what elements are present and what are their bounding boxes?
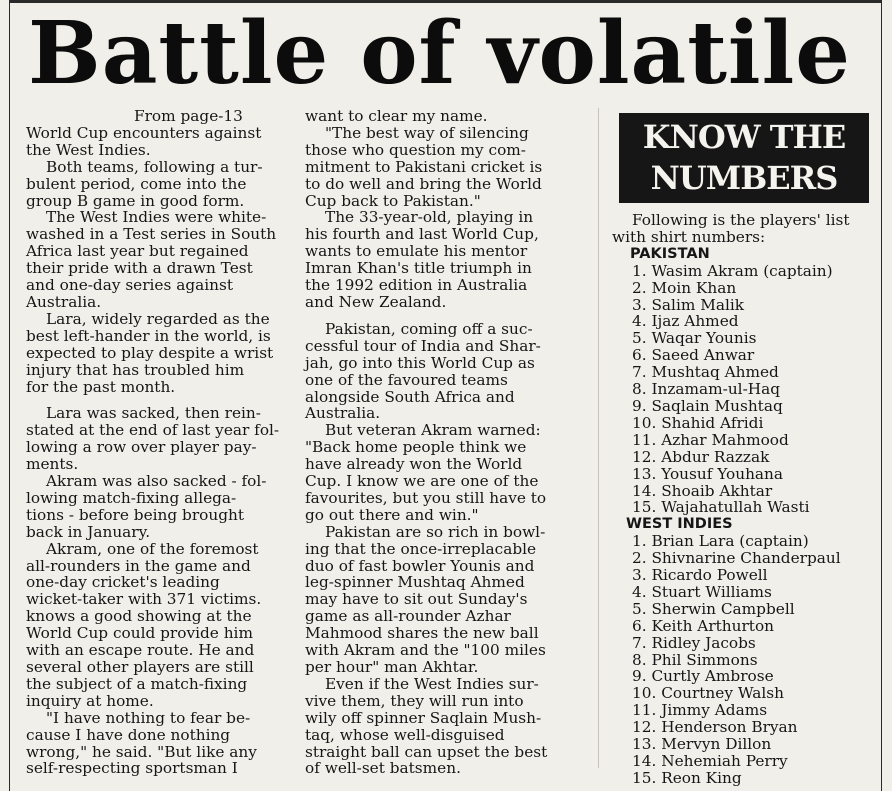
article-line: the 1992 edition in Australia <box>305 276 528 295</box>
players-intro-line1: Following is the players' list <box>632 211 850 229</box>
article-line: vive them, they will run into <box>305 691 524 710</box>
article-line: with an escape route. He and <box>26 641 255 660</box>
article-line: several other players are still <box>26 658 254 676</box>
article-line: "The best way of silencing <box>325 123 529 142</box>
article-line: knows a good showing at the <box>26 607 252 626</box>
pakistan-player: 7. Mushtaq Ahmed <box>632 363 779 382</box>
article-line: duo of fast bowler Younis and <box>305 556 535 575</box>
article-line: washed in a Test series in South <box>26 225 277 244</box>
article-line: ing that the once-irreplacable <box>305 539 537 558</box>
west-indies-player: 9. Curtly Ambrose <box>632 667 774 686</box>
article-line: back in January. <box>26 522 151 541</box>
west-indies-player: 3. Ricardo Powell <box>632 566 768 585</box>
article-line: Both teams, following a tur- <box>46 157 263 176</box>
article-line: his fourth and last World Cup, <box>305 225 539 244</box>
article-line: with Akram and the "100 miles <box>305 641 546 660</box>
article-line: taq, whose well-disguised <box>305 725 505 744</box>
pakistan-player: 12. Abdur Razzak <box>632 447 770 466</box>
article-line: Lara was sacked, then rein- <box>46 404 261 423</box>
article-line: for the past month. <box>26 377 176 396</box>
article-line: and New Zealand. <box>305 292 447 311</box>
article-line: alongside South Africa and <box>305 387 515 406</box>
article-line: favourites, but you still have to <box>305 488 547 507</box>
west-indies-squad <box>612 533 882 787</box>
article-line: lowing a row over player pay- <box>26 438 257 457</box>
article-line: one of the favoured teams <box>305 370 508 389</box>
article-line: Africa last year but regained <box>26 242 249 261</box>
pakistan-player: 5. Waqar Younis <box>632 329 757 348</box>
players-intro-line2: with shirt numbers: <box>612 227 766 246</box>
article-line: jah, go into this World Cup as <box>305 353 535 372</box>
article-line: Akram, one of the foremost <box>46 539 259 558</box>
article-line: The West Indies were white- <box>46 208 267 227</box>
article-line: of well-set batsmen. <box>305 759 461 778</box>
byline: From page-13 <box>134 107 243 125</box>
article-line: go out there and win." <box>305 505 479 524</box>
west-indies-player: 8. Phil Simmons <box>632 650 758 669</box>
west-indies-player: 13. Mervyn Dillon <box>632 735 772 754</box>
article-line: Lara, widely regarded as the <box>46 309 270 328</box>
article-line: ments. <box>26 455 79 474</box>
article-line: self-respecting sportsman I <box>26 759 238 778</box>
west-indies-player: 12. Henderson Bryan <box>632 718 798 737</box>
article-line: wily off spinner Saqlain Mush- <box>305 708 542 727</box>
pakistan-squad <box>612 263 882 517</box>
pakistan-player: 3. Salim Malik <box>632 295 745 314</box>
pakistan-player: 14. Shoaib Akhtar <box>632 481 773 500</box>
article-line: bulent period, come into the <box>26 174 247 193</box>
article-line: leg-spinner Mushtaq Ahmed <box>305 573 525 592</box>
article-line: Cup back to Pakistan." <box>305 191 481 210</box>
article-line: "Back home people think we <box>305 438 527 457</box>
article-line: inquiry at home. <box>26 691 154 710</box>
west-indies-player: 5. Sherwin Campbell <box>632 599 795 618</box>
article-line: cessful tour of India and Shar- <box>305 336 541 355</box>
article-line: want to clear my name. <box>305 107 488 125</box>
article-line: group B game in good form. <box>26 191 245 210</box>
article-line: lowing match-fixing allega- <box>26 488 237 507</box>
article-line: The 33-year-old, playing in <box>325 208 534 227</box>
west-indies-player: 1. Brian Lara (captain) <box>632 532 809 551</box>
article-line: World Cup encounters against <box>26 123 262 142</box>
column-1-body <box>26 125 288 777</box>
pakistan-player: 10. Shahid Afridi <box>632 413 764 432</box>
article-line: But veteran Akram warned: <box>325 421 541 440</box>
article-line: tions - before being brought <box>26 505 244 524</box>
article-line: best left-hander in the world, is <box>26 326 271 345</box>
team-label-west-indies: WEST INDIES <box>626 516 733 533</box>
west-indies-player: 4. Stuart Williams <box>632 582 772 601</box>
article-line: may have to sit out Sunday's <box>305 590 528 609</box>
know-title-line1: KNOW THE <box>642 118 846 156</box>
article-line: game as all-rounder Azhar <box>305 607 511 626</box>
article-line: Pakistan are so rich in bowl- <box>325 522 546 541</box>
article-line: their pride with a drawn Test <box>26 259 253 278</box>
article-line: wrong," he said. "But like any <box>26 742 257 761</box>
article-line: Mahmood shares the new ball <box>305 624 539 643</box>
west-indies-player: 2. Shivnarine Chanderpaul <box>632 549 841 568</box>
pakistan-player: 2. Moin Khan <box>632 278 737 297</box>
article-line: Pakistan, coming off a suc- <box>325 319 533 338</box>
know-title-line2: NUMBERS <box>650 159 838 197</box>
west-indies-player: 7. Ridley Jacobs <box>632 633 756 652</box>
article-line: injury that has troubled him <box>26 360 245 379</box>
article-line: wicket-taker with 371 victims. <box>26 590 262 609</box>
article-line: the West Indies. <box>26 140 151 159</box>
pakistan-player: 4. Ijaz Ahmed <box>632 312 739 331</box>
article-line: have already won the World <box>305 455 523 474</box>
know-the-numbers-box <box>619 113 869 203</box>
article-column-1 <box>26 108 288 777</box>
article-line: to do well and bring the World <box>305 174 542 193</box>
article-line: per hour" man Akhtar. <box>305 658 479 676</box>
column-divider <box>598 108 599 768</box>
players-list <box>612 212 882 787</box>
article-line: World Cup could provide him <box>26 624 253 643</box>
article-line: Australia. <box>26 292 102 311</box>
article-line: Even if the West Indies sur- <box>325 674 539 693</box>
pakistan-player: 11. Azhar Mahmood <box>632 430 789 449</box>
article-line: and one-day series against <box>26 276 233 295</box>
article-line: Akram was also sacked - fol- <box>46 472 267 491</box>
pakistan-player: 15. Wajahatullah Wasti <box>632 498 810 517</box>
pakistan-player: 6. Saeed Anwar <box>632 346 755 365</box>
article-line: stated at the end of last year fol- <box>26 421 280 440</box>
article-line: Cup. I know we are one of the <box>305 472 539 491</box>
article-column-2 <box>305 108 585 777</box>
west-indies-player: 10. Courtney Walsh <box>632 684 784 703</box>
article-line: expected to play despite a wrist <box>26 343 274 362</box>
headline: Battle of volatile <box>28 3 851 104</box>
pakistan-player: 9. Saqlain Mushtaq <box>632 396 783 415</box>
article-line: Australia. <box>305 404 381 423</box>
team-label-pakistan: PAKISTAN <box>630 245 710 262</box>
pakistan-player: 1. Wasim Akram (captain) <box>632 261 833 280</box>
article-line: cause I have done nothing <box>26 725 231 744</box>
article-line: one-day cricket's leading <box>26 573 220 592</box>
pakistan-player: 8. Inzamam-ul-Haq <box>632 380 780 399</box>
article-line: straight ball can upset the best <box>305 742 548 761</box>
article-line: Imran Khan's title triumph in <box>305 259 532 278</box>
pakistan-player: 13. Yousuf Youhana <box>632 464 784 483</box>
west-indies-player: 14. Nehemiah Perry <box>632 752 788 770</box>
article-line: wants to emulate his mentor <box>305 242 528 261</box>
article-line: those who question my com- <box>305 140 526 159</box>
west-indies-player: 6. Keith Arthurton <box>632 616 775 635</box>
article-line: the subject of a match-fixing <box>26 674 248 693</box>
article-line: all-rounders in the game and <box>26 556 251 575</box>
west-indies-player: 15. Reon King <box>632 768 742 787</box>
article-line: "I have nothing to fear be- <box>46 708 251 727</box>
article-line: mitment to Pakistani cricket is <box>305 157 543 176</box>
west-indies-player: 11. Jimmy Adams <box>632 701 768 720</box>
